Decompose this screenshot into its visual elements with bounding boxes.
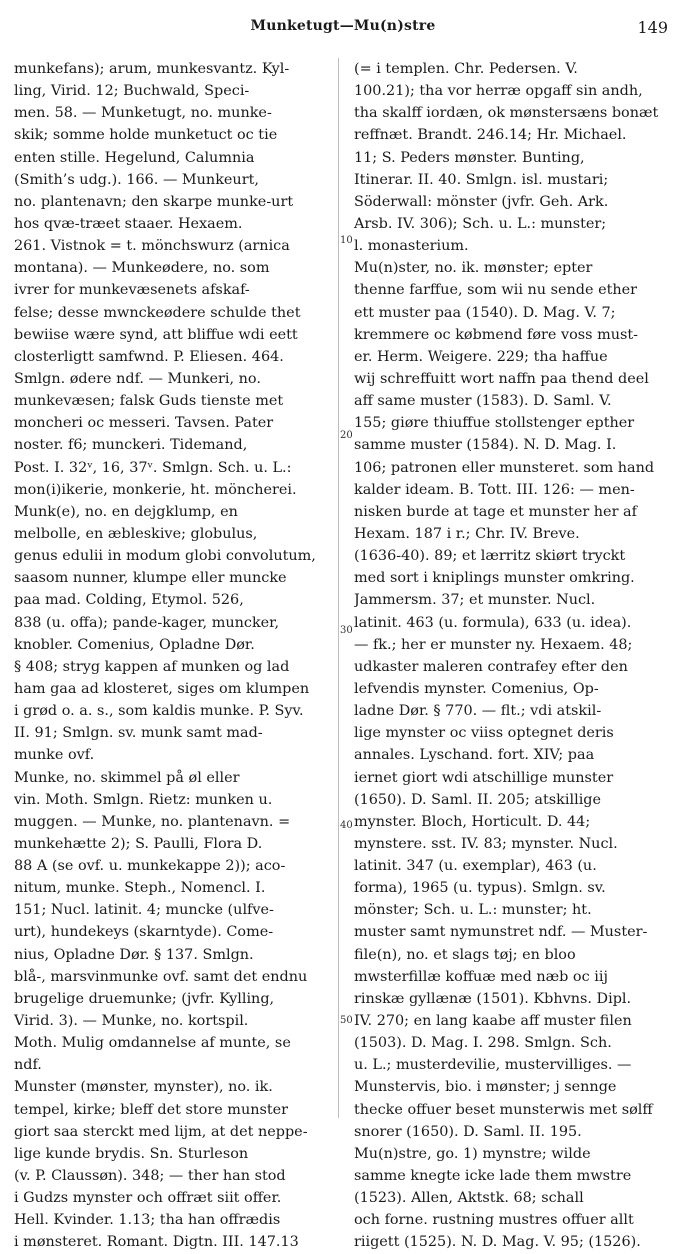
text-line: Mu(n)stre, go. 1) mynstre; wilde xyxy=(354,1145,591,1162)
text-line: giort saa sterckt med lijm, at det neppe- xyxy=(14,1123,308,1140)
text-line: closterligtt samfwnd. P. Eliesen. 464. xyxy=(14,348,284,365)
text-line: udkaster maleren contrafey efter den xyxy=(354,658,628,675)
text-line: Post. I. 32ᵛ, 16, 37ᵛ. Smlgn. Sch. u. L.: xyxy=(14,459,292,476)
text-line: Munk(e), no. en dejgklump, en xyxy=(14,503,238,520)
text-line: lefvendis mynster. Comenius, Op- xyxy=(354,680,599,697)
text-line: ndf. xyxy=(14,1057,42,1074)
text-line: wij schreffuitt wort naffn paa thend deel xyxy=(354,370,649,387)
text-line: snorer (1650). D. Saml. II. 195. xyxy=(354,1123,582,1140)
text-line: mynster. Bloch, Horticult. D. 44; xyxy=(354,813,591,830)
text-line: vin. Moth. Smlgn. Rietz: munken u. xyxy=(14,791,273,808)
text-line: lige kunde brydis. Sn. Sturleson xyxy=(14,1145,249,1162)
text-line: med sort i kniplings munster omkring. xyxy=(354,570,635,587)
text-line: skik; somme holde munketuct oc tie xyxy=(14,127,278,144)
text-line: nius, Opladne Dør. § 137. Smlgn. xyxy=(14,946,254,963)
column-divider xyxy=(338,58,339,1118)
text-line: latinit. 347 (u. exemplar), 463 (u. xyxy=(354,858,597,875)
text-line: (1503). D. Mag. I. 298. Smlgn. Sch. xyxy=(354,1035,612,1052)
line-number: 40 xyxy=(340,820,353,831)
text-line: samme knegte icke lade them mwstre xyxy=(354,1168,632,1185)
text-line: moncheri oc messeri. Tavsen. Pater xyxy=(14,415,274,432)
text-line: IV. 270; en lang kaabe aff muster filen xyxy=(354,1013,632,1030)
text-line: reffnæt. Brandt. 246.14; Hr. Michael. xyxy=(354,127,627,144)
text-line: brugelige druemunke; (jvfr. Kylling, xyxy=(14,990,275,1007)
text-line: hos qvæ-træet staaer. Hexaem. xyxy=(14,215,243,232)
text-line: Mu(n)ster, no. ik. mønster; epter xyxy=(354,260,593,277)
text-line: tha skalff iordæn, ok mønstersæns bonæt xyxy=(354,105,659,122)
text-line: Söderwall: mönster (jvfr. Geh. Ark. xyxy=(354,193,609,210)
text-line: ett muster paa (1540). D. Mag. V. 7; xyxy=(354,304,616,321)
text-line: 838 (u. offa); pande-kager, muncker, xyxy=(14,614,280,631)
text-line: annales. Lyschand. fort. XIV; paa xyxy=(354,747,595,764)
text-line: muster samt nymunstret ndf. — Muster- xyxy=(354,924,648,941)
text-line: rinskæ gyllænæ (1501). Kbhvns. Dipl. xyxy=(354,990,632,1007)
text-line: enten stille. Hegelund, Calumnia xyxy=(14,149,255,166)
text-line: munke ovf. xyxy=(14,747,95,764)
text-line: forma), 1965 (u. typus). Smlgn. sv. xyxy=(354,880,606,897)
text-line: ling, Virid. 12; Buchwald, Speci- xyxy=(14,83,250,100)
text-line: saasom nunner, klumpe eller muncke xyxy=(14,570,287,587)
line-number: 50 xyxy=(340,1015,353,1026)
text-line: latinit. 463 (u. formula), 633 (u. idea). xyxy=(354,614,632,631)
text-line: Itinerar. II. 40. Smlgn. isl. mustari; xyxy=(354,171,609,188)
text-line: ham gaa ad klosteret, siges om klumpen xyxy=(14,680,310,697)
text-line: paa mad. Colding, Etymol. 526, xyxy=(14,592,244,609)
text-line: no. plantenavn; den skarpe munke-urt xyxy=(14,193,294,210)
text-line: 100.21); tha vor herræ opgaff sin andh, xyxy=(354,83,643,100)
text-line: Jammersm. 37; et munster. Nucl. xyxy=(354,592,596,609)
text-line: thecke offuer beset munsterwis met sølff xyxy=(354,1101,653,1118)
text-line: Smlgn. ødere ndf. — Munkeri, no. xyxy=(14,370,261,387)
text-line: thenne farffue, som wii nu sende ether xyxy=(354,282,638,299)
text-line: tempel, kirke; bleff det store munster xyxy=(14,1101,289,1118)
text-line: melbolle, en æbleskive; globulus, xyxy=(14,525,258,542)
text-line: (= i templen. Chr. Pedersen. V. xyxy=(354,61,578,77)
text-line: Hexam. 187 i r.; Chr. IV. Breve. xyxy=(354,525,580,542)
text-line: II. 91; Smlgn. sv. munk samt mad- xyxy=(14,725,263,742)
text-line: ladne Dør. § 770. — flt.; vdi atskil- xyxy=(354,703,602,720)
text-line: mon(i)ikerie, monkerie, ht. möncherei. xyxy=(14,481,297,498)
text-line: urt), hundekeys (skarntyde). Come- xyxy=(14,924,274,941)
right-column xyxy=(354,58,668,1254)
text-line: riigett (1525). N. D. Mag. V. 95; (1526). xyxy=(354,1234,641,1251)
text-line: (Smith’s udg.). 166. — Munkeurt, xyxy=(14,171,259,188)
text-line: samme muster (1584). N. D. Mag. I. xyxy=(354,437,617,454)
text-line: mönster; Sch. u. L.: munster; ht. xyxy=(354,902,592,919)
text-line: mynstere. sst. IV. 83; mynster. Nucl. xyxy=(354,835,618,852)
text-line: knobler. Comenius, Opladne Dør. xyxy=(14,636,255,653)
text-line: i mønsteret. Romant. Digtn. III. 147.13 xyxy=(14,1234,299,1251)
text-line: munkevæsen; falsk Guds tienste met xyxy=(14,393,284,410)
text-line: l. monasterium. xyxy=(354,238,469,255)
text-line: Munstervis, bio. i mønster; j sennge xyxy=(354,1079,617,1096)
running-head: Munketugt—Mu(n)stre xyxy=(250,18,436,34)
text-line: blå-, marsvinmunke ovf. samt det endnu xyxy=(14,968,308,985)
text-line: men. 58. — Munketugt, no. munke- xyxy=(14,105,272,122)
text-line: montana). — Munkeødere, no. som xyxy=(14,260,270,277)
page-number: 149 xyxy=(637,18,668,37)
text-line: genus edulii in modum globi convolutum, xyxy=(14,548,316,565)
text-line: er. Herm. Weigere. 229; tha haffue xyxy=(354,348,608,365)
line-number: 20 xyxy=(340,430,353,441)
text-line: (1523). Allen, Aktstk. 68; schall xyxy=(354,1190,584,1207)
text-line: 88 A (se ovf. u. munkekappe 2)); aco- xyxy=(14,858,286,875)
text-line: file(n), no. et slags tøj; en bloo xyxy=(354,946,576,963)
left-column xyxy=(14,58,328,1254)
text-line: kalder ideam. B. Tott. III. 126: — men- xyxy=(354,481,635,498)
text-line: 11; S. Peders mønster. Bunting, xyxy=(354,149,585,166)
text-line: noster. f6; munckeri. Tidemand, xyxy=(14,437,248,454)
text-line: lige mynster oc viiss optegnet deris xyxy=(354,725,614,742)
text-line: § 408; stryg kappen af munken og lad xyxy=(14,658,290,675)
text-line: Munke, no. skimmel på øl eller xyxy=(14,769,240,786)
line-number: 30 xyxy=(340,625,353,636)
text-line: u. L.; musterdevilie, mustervilliges. — xyxy=(354,1057,632,1074)
text-line: ivrer for munkevæsenets afskaf- xyxy=(14,282,250,299)
text-line: nitum, munke. Steph., Nomencl. I. xyxy=(14,880,266,897)
text-line: (v. P. Claussøn). 348; — ther han stod xyxy=(14,1168,286,1185)
text-line: 106; patronen eller munsteret. som hand xyxy=(354,459,655,476)
text-line: 151; Nucl. latinit. 4; muncke (ulfve- xyxy=(14,902,274,919)
text-line: nisken burde at tage et munster her af xyxy=(354,503,637,520)
text-line: (1650). D. Saml. II. 205; atskillige xyxy=(354,791,602,808)
text-line: Virid. 3). — Munke, no. kortspil. xyxy=(14,1013,249,1030)
text-line: kremmere oc købmend føre voss must- xyxy=(354,326,639,343)
text-line: i Gudzs mynster och offræt siit offer. xyxy=(14,1190,282,1207)
line-number: 10 xyxy=(340,235,353,246)
text-line: felse; desse mwnckeødere schulde thet xyxy=(14,304,301,321)
text-line: Arsb. IV. 306); Sch. u. L.: munster; xyxy=(354,215,607,232)
text-line: (1636-40). 89; et lærritz skiørt tryckt xyxy=(354,548,626,565)
text-line: — fk.; her er munster ny. Hexaem. 48; xyxy=(354,636,633,653)
text-line: munkefans); arum, munkesvantz. Kyl- xyxy=(14,61,290,77)
text-line: muggen. — Munke, no. plantenavn. = xyxy=(14,813,291,830)
text-line: i grød o. a. s., som kaldis munke. P. Syv. xyxy=(14,703,304,720)
text-line: Munster (mønster, mynster), no. ik. xyxy=(14,1079,273,1096)
text-line: munkehætte 2); S. Paulli, Flora D. xyxy=(14,835,263,852)
page-header xyxy=(0,18,686,42)
text-line: 155; giøre thiuffue stollstenger epther xyxy=(354,415,635,432)
text-line: bewiise wære synd, att bliffue wdi eett xyxy=(14,326,298,343)
text-line: och forne. rustning mustres offuer allt xyxy=(354,1212,634,1229)
text-line: mwsterfillæ koffuæ med næb oc iij xyxy=(354,968,608,985)
text-line: Moth. Mulig omdannelse af munte, se xyxy=(14,1035,291,1052)
text-line: 261. Vistnok = t. mönchswurz (arnica xyxy=(14,238,290,255)
text-line: aff same muster (1583). D. Saml. V. xyxy=(354,393,612,410)
text-line: Hell. Kvinder. 1.13; tha han offrædis xyxy=(14,1212,281,1229)
text-line: iernet giort wdi atschillige munster xyxy=(354,769,614,786)
